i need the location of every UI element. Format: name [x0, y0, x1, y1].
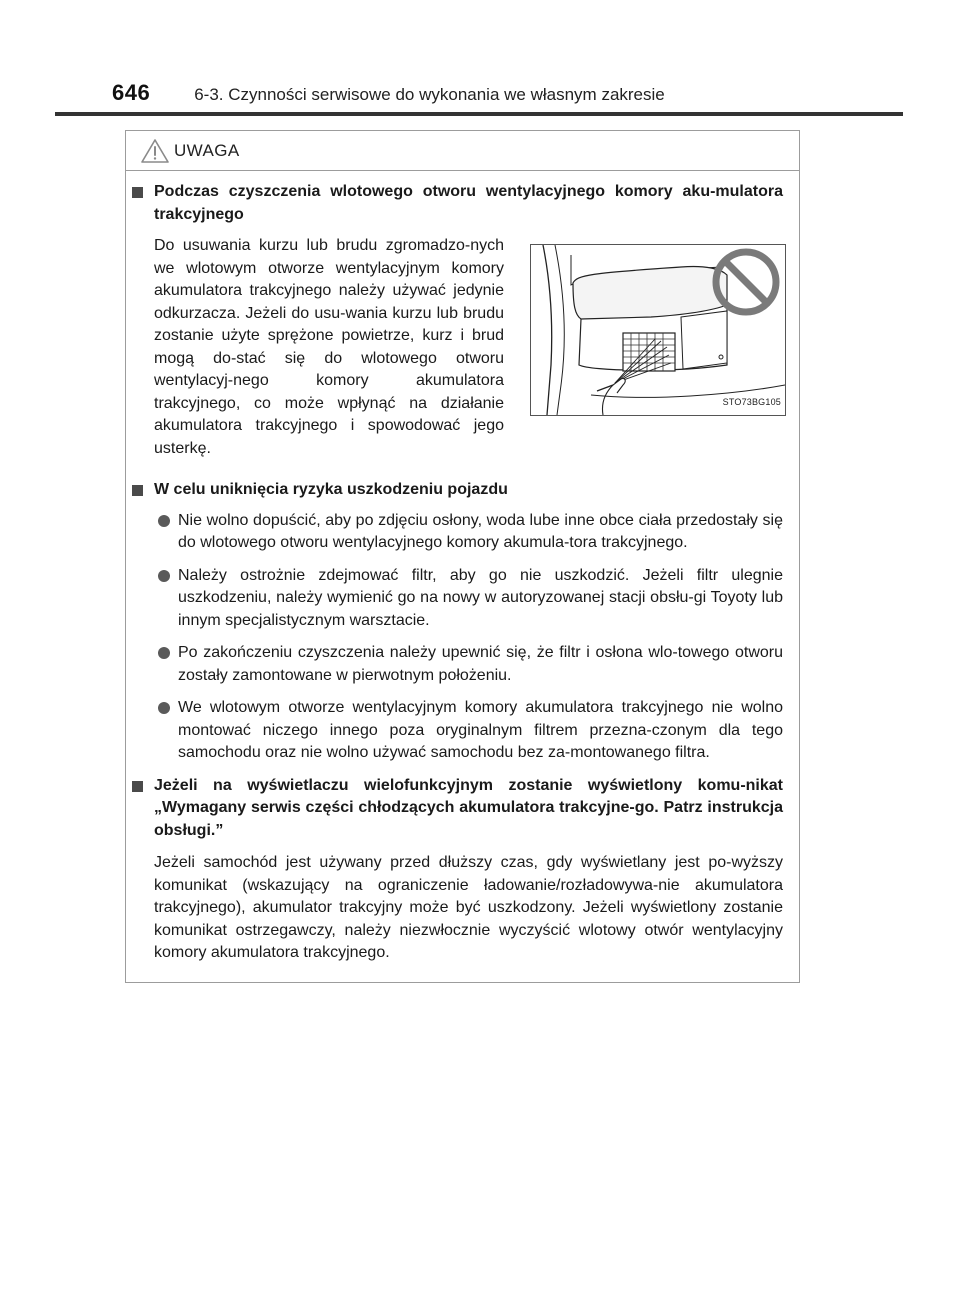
warning-box	[125, 130, 800, 983]
round-bullet-icon	[158, 515, 170, 527]
section-paragraph: Do usuwania kurzu lub brudu zgromadzo-nych we wlotowym otworze wentylacyjnym komory akumulatora trakcyjnego należy używać jedynie odkurzacza. Jeżeli do usu-wania kurzu lub brudu zostanie użyte sprężone powietrze, kurz i brud mogą do-stać się do wlotowego otworu wentylacyj-nego komory akumulatora trakcyjnego, co może wpłynąć na działanie akumulatora trakcyjnego i spowodować jego usterkę.	[154, 237, 504, 457]
list-item: Po zakończeniu czyszczenia należy upewnić się, że filtr i osłona wlo-towego otworu zostały zamontowane w pierwotnym położeniu.	[132, 642, 783, 687]
square-bullet-icon	[132, 781, 143, 792]
round-bullet-icon	[158, 702, 170, 714]
section-heading: Podczas czyszczenia wlotowego otworu wentylacyjnego komory aku-mulatora trakcyjnego	[132, 181, 783, 226]
page-number: 646	[112, 80, 151, 105]
section-heading: W celu uniknięcia ryzyka uszkodzeniu pojazdu	[132, 479, 783, 502]
warning-header	[126, 131, 799, 171]
list-item: Należy ostrożnie zdejmować filtr, aby go nie uszkodzić. Jeżeli filtr ulegnie uszkodzeniu, należy wymienić go na nowy w autoryzowanej stacji obsłu-gi Toyoty lub innym specjalistycznym warsztacie.	[132, 565, 783, 633]
round-bullet-icon	[158, 647, 170, 659]
list-item: We wlotowym otworze wentylacyjnym komory akumulatora trakcyjnego nie wolno montować niczego innego poza oryginalnym filtrem przezna-czonym dla tego samochodu oraz nie wolno używać samochodu bez za-montowanego filtra.	[132, 697, 783, 765]
header-rule	[55, 112, 903, 116]
list-item: Nie wolno dopuścić, aby po zdjęciu osłony, woda lube inne obce ciała przedostały się do wlotowego otworu wentylacyjnego komory akumula-tora trakcyjnego.	[132, 510, 783, 555]
round-bullet-icon	[158, 570, 170, 582]
warning-triangle-icon	[140, 138, 170, 164]
section-paragraph: Jeżeli samochód jest używany przed dłuższy czas, gdy wyświetlany jest po-wyższy komunikat (wskazujący na ograniczenie ładowanie/rozładowywa-nie akumulatora trakcyjnego), akumulator trakcyjny może być uszkodzony. Jeżeli wyświetlony zostanie komunikat ostrzegawczy, należy niezwłocznie wyczyścić wlotowy otwór wentylacyjny komory akumulatora trakcyjnego.	[154, 854, 783, 961]
bullet-list	[132, 510, 783, 765]
vent-cleaning-illustration	[531, 245, 785, 415]
square-bullet-icon	[132, 187, 143, 198]
warning-content	[126, 171, 799, 965]
page-header	[112, 80, 665, 106]
section-heading: Jeżeli na wyświetlaczu wielofunkcyjnym zostanie wyświetlony komu-nikat „Wymagany serwis części chłodzących akumulatora trakcyjne-go. Patrz instrukcja obsługi.”	[132, 775, 783, 843]
warning-label: UWAGA	[174, 140, 240, 160]
section-body	[132, 235, 783, 471]
square-bullet-icon	[132, 485, 143, 496]
vent-cleaning-figure	[530, 244, 786, 416]
section-title: 6-3. Czynności serwisowe do wykonania we własnym zakresie	[194, 85, 665, 104]
figure-code: STO73BG105	[722, 396, 781, 407]
